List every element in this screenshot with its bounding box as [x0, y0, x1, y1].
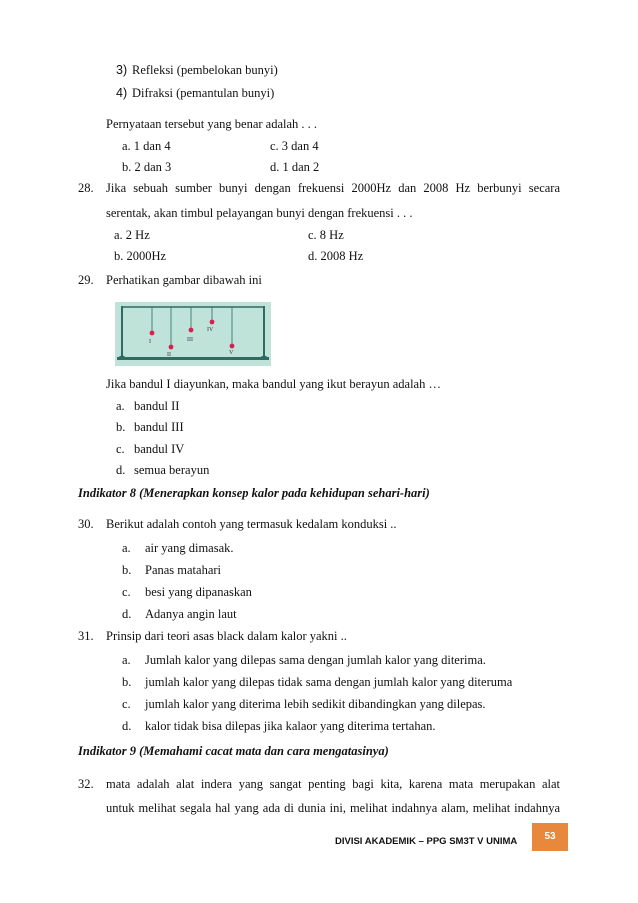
q31-stem: Prinsip dari teori asas black dalam kalor yakni ..	[106, 629, 347, 643]
indikator-9-heading: Indikator 9 (Memahami cacat mata dan cara mengatasinya)	[78, 744, 389, 758]
q29-option-d-text: semua berayun	[134, 463, 210, 477]
q27-option-d: d. 1 dan 2	[270, 160, 320, 174]
q30-option-c-letter: c.	[122, 585, 131, 599]
label-IV: IV	[207, 327, 214, 333]
q28-option-a: a. 2 Hz	[114, 228, 150, 242]
q29-stem: Perhatikan gambar dibawah ini	[106, 273, 262, 287]
bob-I	[150, 331, 155, 336]
pendulum-figure	[115, 302, 271, 366]
q28-option-c: c. 8 Hz	[308, 228, 344, 242]
q29-option-c-letter: c.	[116, 442, 125, 456]
q31-option-d-letter: d.	[122, 719, 132, 733]
q29-question: Jika bandul I diayunkan, maka bandul yang ikut berayun adalah …	[106, 377, 441, 391]
indikator-8-heading: Indikator 8 (Menerapkan konsep kalor pada kehidupan sehari-hari)	[78, 486, 430, 500]
page-number: 53	[532, 823, 568, 851]
q31-option-a-text: Jumlah kalor yang dilepas sama dengan jumlah kalor yang diterima.	[145, 653, 486, 667]
footer-text: DIVISI AKADEMIK – PPG SM3T V UNIMA	[335, 836, 518, 847]
q30-option-a-letter: a.	[122, 541, 131, 555]
q29-option-b-letter: b.	[116, 420, 126, 434]
q28-line2: serentak, akan timbul pelayangan bunyi dengan frekuensi . . .	[106, 206, 413, 220]
q28-number: 28.	[78, 181, 94, 195]
bob-III	[189, 328, 194, 333]
label-V: V	[229, 350, 234, 356]
q29-option-a-letter: a.	[116, 399, 125, 413]
q31-option-c-text: jumlah kalor yang diterima lebih sedikit dibandingkan yang dilepas.	[145, 697, 486, 711]
q30-option-c-text: besi yang dipanaskan	[145, 585, 252, 599]
q27-stem: Pernyataan tersebut yang benar adalah . . .	[106, 117, 318, 131]
q31-option-a-letter: a.	[122, 653, 131, 667]
item-3-number: 3)	[116, 63, 128, 77]
q29-option-c-text: bandul IV	[134, 442, 185, 456]
q27-option-a: a. 1 dan 4	[122, 139, 171, 153]
q31-option-d-text: kalor tidak bisa dilepas jika kalaor yang diterima tertahan.	[145, 719, 436, 733]
bob-V	[230, 344, 235, 349]
q28-option-b: b. 2000Hz	[114, 249, 167, 263]
q27-option-c: c. 3 dan 4	[270, 139, 319, 153]
q30-option-d-letter: d.	[122, 607, 132, 621]
q30-number: 30.	[78, 517, 94, 531]
q31-option-b-text: jumlah kalor yang dilepas tidak sama dengan jumlah kalor yang diteruma	[145, 675, 513, 689]
item-4-number: 4)	[116, 86, 128, 100]
q32-number: 32.	[78, 777, 94, 791]
q32-line1: mata adalah alat indera yang sangat penting bagi kita, karena mata merupakan alat	[106, 777, 560, 791]
q28-option-d: d. 2008 Hz	[308, 249, 364, 263]
label-II: II	[167, 352, 171, 358]
q30-stem: Berikut adalah contoh yang termasuk kedalam konduksi ..	[106, 517, 397, 531]
q30-option-b-text: Panas matahari	[145, 563, 222, 577]
q31-number: 31.	[78, 629, 94, 643]
q32-line2: untuk melihat segala hal yang ada di dunia ini, melihat indahnya alam, melihat indahnya	[106, 801, 560, 815]
bob-II	[169, 345, 174, 350]
item-4-text: Difraksi (pemantulan bunyi)	[132, 86, 275, 100]
bob-IV	[210, 320, 215, 325]
q31-option-b-letter: b.	[122, 675, 132, 689]
q27-option-b: b. 2 dan 3	[122, 160, 172, 174]
q29-option-a-text: bandul II	[134, 399, 180, 413]
item-3-text: Refleksi (pembelokan bunyi)	[132, 63, 278, 77]
label-I: I	[149, 339, 151, 345]
q30-option-a-text: air yang dimasak.	[145, 541, 234, 555]
q28-line1: Jika sebuah sumber bunyi dengan frekuensi 2000Hz dan 2008 Hz berbunyi secara	[106, 181, 560, 195]
q29-option-b-text: bandul III	[134, 420, 184, 434]
q30-option-d-text: Adanya angin laut	[145, 607, 237, 621]
q29-number: 29.	[78, 273, 94, 287]
figure-background	[115, 302, 271, 366]
q31-option-c-letter: c.	[122, 697, 131, 711]
figure-base	[117, 357, 269, 360]
label-III: III	[187, 337, 193, 343]
q30-option-b-letter: b.	[122, 563, 132, 577]
q29-option-d-letter: d.	[116, 463, 126, 477]
